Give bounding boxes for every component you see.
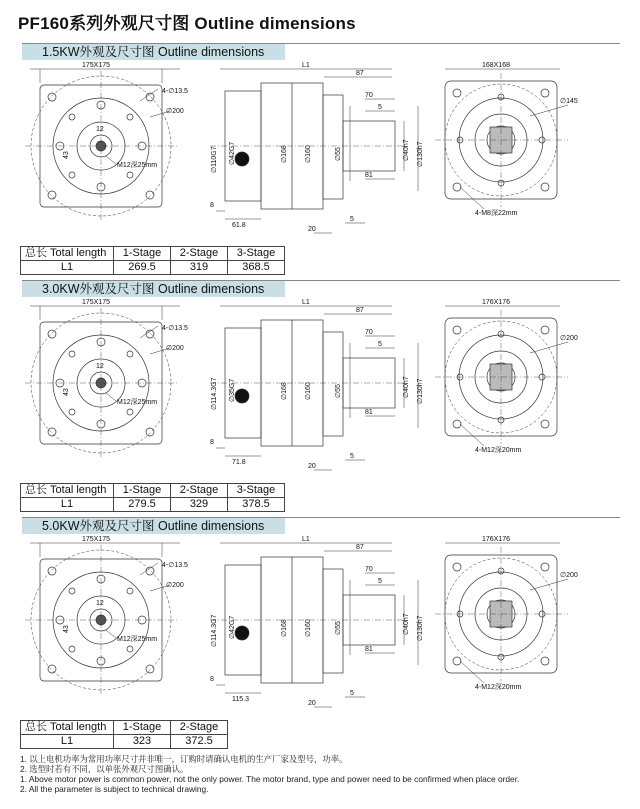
dim-input-bore: ∅110G7	[211, 146, 218, 173]
stage-header-3: 3-Stage	[228, 484, 285, 498]
dim-input-shaft: ∅42G7	[229, 141, 236, 165]
dim-168: ∅168	[281, 619, 288, 637]
note-en-2: 2. All the parameter is subject to technical drawing.	[20, 784, 209, 794]
stage-header-1: 1-Stage	[114, 484, 171, 498]
table-header-label: 总长 Total length	[21, 247, 114, 261]
length-table	[20, 483, 285, 512]
note-cn-2: 2. 选型时若有不同，以单张外观尺寸图确认。	[20, 764, 189, 774]
dim-20: 20	[308, 700, 316, 707]
dim-end-size: 176X176	[482, 536, 511, 543]
dim-81: 81	[365, 172, 373, 179]
dim-5: 5	[378, 578, 382, 585]
dim-5-bottom: 5	[350, 690, 354, 697]
dim-160: ∅160	[305, 382, 312, 400]
stage-value-2: 329	[171, 498, 228, 512]
dim-81: 81	[365, 646, 373, 653]
dim-40h7: ∅40h7	[403, 139, 410, 161]
table-header-label: 总长 Total length	[21, 484, 114, 498]
dim-pcd: ∅200	[166, 345, 184, 352]
section-heading: 5.0KW外观及尺寸图 Outline dimensions	[20, 518, 285, 534]
dim-5-bottom: 5	[350, 453, 354, 460]
stage-value-2: 372.5	[171, 735, 228, 749]
dim-160: ∅160	[305, 145, 312, 163]
side-view	[210, 306, 418, 470]
end-view	[435, 543, 568, 683]
dim-end-holes: 4-M8深22mm	[475, 210, 518, 217]
dim-12: 12	[96, 126, 104, 133]
dim-input-bore: ∅114.3G7	[211, 614, 218, 647]
dim-70: 70	[365, 566, 373, 573]
dim-shaft-thread: M12深25mm	[117, 399, 158, 406]
stage-header-1: 1-Stage	[114, 247, 171, 261]
dim-holes: 4-∅13.5	[162, 325, 188, 332]
dim-87: 87	[356, 544, 364, 551]
dim-flange-size: 175X175	[82, 62, 111, 69]
note-en-1: 1. Above motor power is common power, not the only power. The motor brand, type and power need to be confirmed when place order.	[20, 774, 520, 784]
dim-length: 61.8	[232, 222, 246, 229]
dim-end-pcd: ∅145	[560, 98, 578, 105]
dim-43: 43	[63, 625, 70, 633]
dim-flange-size: 175X175	[82, 299, 111, 306]
dim-shaft-thread: M12深25mm	[117, 636, 158, 643]
dim-8: 8	[210, 676, 214, 683]
dim-130h7: ∅130h7	[417, 141, 424, 167]
dim-end-pcd: ∅200	[560, 572, 578, 579]
stage-value-1: 279.5	[114, 498, 171, 512]
section-header	[20, 517, 620, 534]
side-view	[210, 69, 418, 233]
section-5-0kw	[20, 517, 623, 749]
end-view	[435, 69, 568, 209]
dim-end-size: 168X168	[482, 62, 511, 69]
dim-168: ∅168	[281, 382, 288, 400]
dim-55: ∅55	[335, 621, 342, 635]
dim-70: 70	[365, 329, 373, 336]
section-header	[20, 43, 620, 60]
section-heading: 3.0KW外观及尺寸图 Outline dimensions	[20, 281, 285, 297]
dim-l1: L1	[302, 299, 310, 306]
dim-160: ∅160	[305, 619, 312, 637]
dim-input-bore: ∅114.3G7	[211, 377, 218, 410]
dim-12: 12	[96, 600, 104, 607]
stage-header-2: 2-Stage	[171, 247, 228, 261]
dim-input-shaft: ∅35G7	[229, 378, 236, 402]
dim-end-size: 176X176	[482, 299, 511, 306]
dim-70: 70	[365, 92, 373, 99]
length-table	[20, 720, 228, 749]
stage-header-1: 1-Stage	[114, 721, 171, 735]
front-view	[25, 306, 180, 458]
dim-87: 87	[356, 307, 364, 314]
dim-43: 43	[63, 388, 70, 396]
dim-l1: L1	[302, 62, 310, 69]
stage-value-3: 368.5	[228, 261, 285, 275]
table-row-label: L1	[21, 735, 114, 749]
dim-end-pcd: ∅200	[560, 335, 578, 342]
length-table	[20, 246, 285, 275]
dim-40h7: ∅40h7	[403, 376, 410, 398]
section-1-5kw	[20, 43, 623, 275]
stage-value-2: 319	[171, 261, 228, 275]
dim-holes: 4-∅13.5	[162, 562, 188, 569]
dim-end-holes: 4-M12深20mm	[475, 684, 522, 691]
outline-drawing	[20, 535, 623, 715]
table-row-label: L1	[21, 261, 114, 275]
stage-value-1: 323	[114, 735, 171, 749]
stage-value-1: 269.5	[114, 261, 171, 275]
stage-header-2: 2-Stage	[171, 721, 228, 735]
table-row-label: L1	[21, 498, 114, 512]
dim-87: 87	[356, 70, 364, 77]
section-3-0kw	[20, 280, 623, 512]
dim-8: 8	[210, 439, 214, 446]
dim-81: 81	[365, 409, 373, 416]
dim-168: ∅168	[281, 145, 288, 163]
dim-l1: L1	[302, 536, 310, 543]
dim-20: 20	[308, 226, 316, 233]
dim-5-bottom: 5	[350, 216, 354, 223]
end-view	[435, 306, 568, 446]
outline-drawing	[20, 61, 623, 241]
notes	[20, 754, 519, 794]
dim-length: 115.3	[232, 696, 249, 703]
dim-130h7: ∅130h7	[417, 378, 424, 404]
section-heading: 1.5KW外观及尺寸图 Outline dimensions	[20, 44, 285, 60]
dim-40h7: ∅40h7	[403, 613, 410, 635]
stage-header-3: 3-Stage	[228, 247, 285, 261]
side-view	[210, 543, 418, 707]
dim-130h7: ∅130h7	[417, 615, 424, 641]
dim-55: ∅55	[335, 147, 342, 161]
dim-55: ∅55	[335, 384, 342, 398]
stage-header-2: 2-Stage	[171, 484, 228, 498]
table-header-label: 总长 Total length	[21, 721, 114, 735]
dim-holes: 4-∅13.5	[162, 88, 188, 95]
dim-43: 43	[63, 151, 70, 159]
outline-drawing	[20, 298, 623, 478]
front-view	[25, 543, 180, 695]
stage-value-3: 378.5	[228, 498, 285, 512]
dim-5: 5	[378, 341, 382, 348]
dim-flange-size: 175X175	[82, 536, 111, 543]
dim-12: 12	[96, 363, 104, 370]
dim-input-shaft: ∅42G7	[229, 615, 236, 639]
page-title: PF160系列外观尺寸图 Outline dimensions	[18, 14, 356, 33]
front-view	[25, 69, 180, 221]
dim-shaft-thread: M12深25mm	[117, 162, 158, 169]
dim-8: 8	[210, 202, 214, 209]
dim-20: 20	[308, 463, 316, 470]
dim-5: 5	[378, 104, 382, 111]
dim-pcd: ∅200	[166, 582, 184, 589]
dim-pcd: ∅200	[166, 108, 184, 115]
dim-length: 71.8	[232, 459, 246, 466]
dim-end-holes: 4-M12深20mm	[475, 447, 522, 454]
section-header	[20, 280, 620, 297]
note-cn-1: 1. 以上电机功率为常用功率尺寸并非唯一，订购时请确认电机的生产厂家及型号，功率。	[20, 754, 348, 764]
